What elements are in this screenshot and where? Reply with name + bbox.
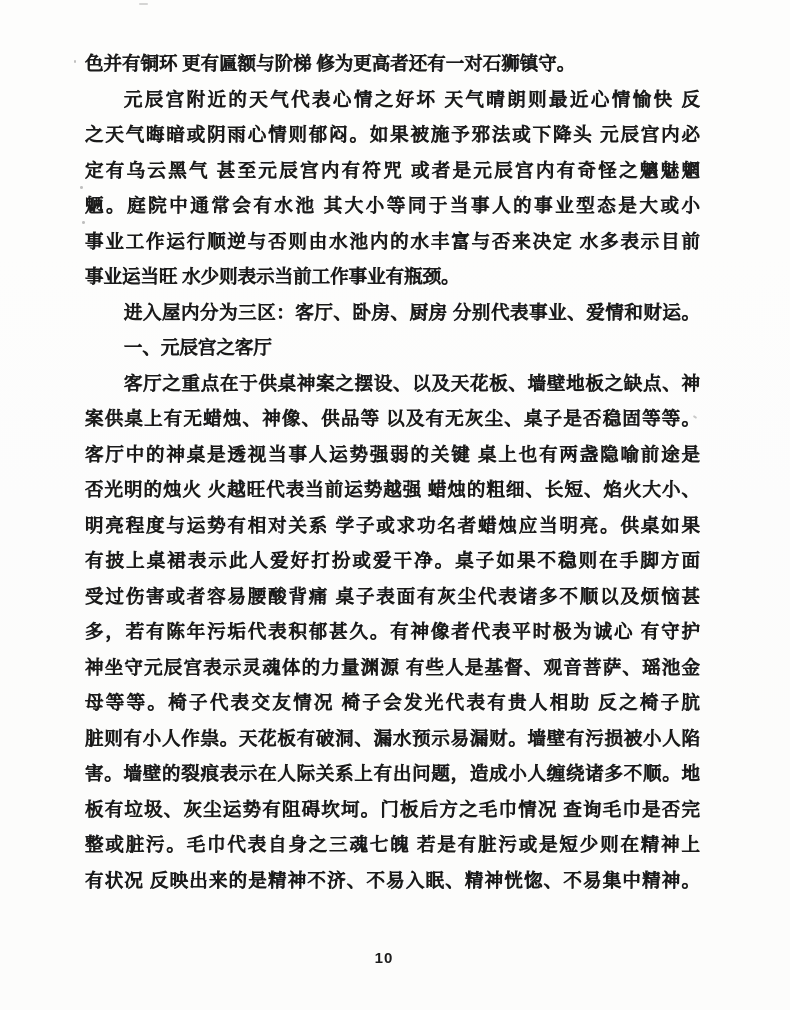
- text-line: 有披上桌裙表示此人爱好打扮或爱干净。桌子如果不稳则在手脚方面: [85, 552, 700, 572]
- text-line: 脏则有小人作祟。天花板有破洞、漏水预示易漏财。墙壁有污损被小人陷: [85, 729, 700, 750]
- text-line: 进入屋内分为三区：客厅、卧房、厨房 分别代表事业、爱情和财运。: [123, 303, 700, 324]
- text-line: 事业工作运行顺逆与否则由水池内的水丰富与否来决定 水多表示目前: [85, 232, 700, 253]
- scan-speck: [520, 190, 522, 192]
- text-line: 客厅中的神桌是透视当事人运势强弱的关键 桌上也有两盏隐喻前途是: [85, 445, 700, 466]
- text-line: 之天气晦暗或阴雨心情则郁闷。如果被施予邪法或下降头 元辰宫内必: [85, 126, 700, 146]
- text-line: 明亮程度与运势有相对关系 学子或求功名者蜡烛应当明亮。供桌如果: [85, 516, 700, 537]
- scan-speck: [139, 3, 148, 5]
- text-line: 害。墙壁的裂痕表示在人际关系上有出问题，造成小人缠绕诸多不顺。地: [85, 765, 700, 785]
- text-line: 否光明的烛火 火越旺代表当前运势越强 蜡烛的粗细、长短、焰火大小、: [85, 481, 700, 501]
- text-line: 事业运当旺 水少则表示当前工作事业有瓶颈。: [85, 268, 460, 288]
- scan-speck: [80, 186, 83, 189]
- text-line: 元辰宫附近的天气代表心情之好坏 天气晴朗则最近心情愉快 反: [123, 90, 700, 111]
- text-line: 有状况 反映出来的是精神不济、不易入眠、精神恍惚、不易集中精神。: [85, 871, 700, 892]
- text-line: 案供桌上有无蜡烛、神像、供品等 以及有无灰尘、桌子是否稳固等等。: [85, 410, 700, 430]
- page-number: 10: [374, 950, 394, 967]
- text-line: 整或脏污。毛巾代表自身之三魂七魄 若是有脏污或是短少则在精神上: [85, 836, 700, 856]
- text-line: 板有垃圾、灰尘运势有阻碍坎坷。门板后方之毛巾情况 查询毛巾是否完: [85, 800, 700, 821]
- scan-speck: [74, 60, 76, 63]
- text-line: 客厅之重点在于供桌神案之摆设、以及天花板、墙壁地板之缺点、神: [123, 374, 700, 395]
- text-line: 母等等。椅子代表交友情况 椅子会发光代表有贵人相助 反之椅子肮: [85, 694, 700, 714]
- text-line: 神坐守元辰宫表示灵魂体的力量渊源 有些人是基督、观音菩萨、瑶池金: [85, 658, 700, 679]
- text-line: 受过伤害或者容易腰酸背痛 桌子表面有灰尘代表诸多不顺以及烦恼甚: [85, 587, 700, 608]
- text-line: 魉。庭院中通常会有水池 其大小等同于当事人的事业型态是大或小: [85, 197, 700, 217]
- section-heading: 一、元辰宫之客厅: [123, 339, 272, 359]
- text-line: 色并有铜环 更有匾额与阶梯 修为更高者还有一对石狮镇守。: [85, 55, 576, 75]
- scan-speck: [82, 221, 85, 224]
- text-line: 多，若有陈年污垢代表积郁甚久。有神像者代表平时极为诚心 有守护: [85, 623, 700, 643]
- text-block: [85, 48, 700, 900]
- text-line: 定有乌云黑气 甚至元辰宫内有符咒 或者是元辰宫内有奇怪之魑魅魍: [85, 161, 700, 182]
